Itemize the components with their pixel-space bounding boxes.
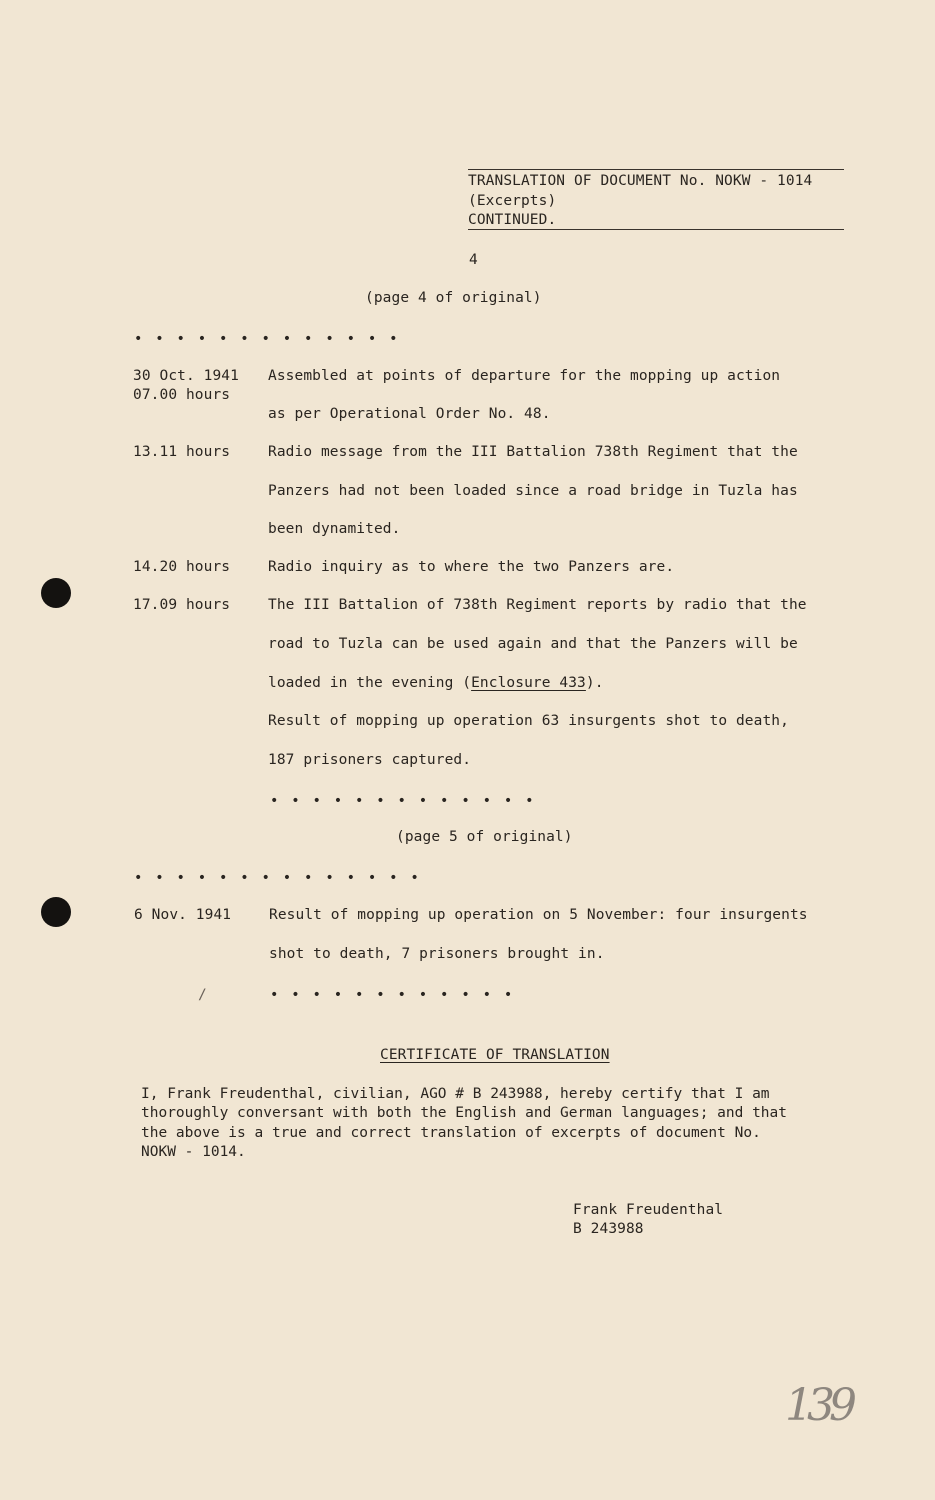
entry-text-line: Assembled at points of departure for the mopping up action — [268, 368, 781, 384]
ellipsis-dots: • • • • • • • • • • • • — [270, 987, 515, 1003]
certificate-line: NOKW - 1014. — [141, 1144, 246, 1160]
certificate-line: I, Frank Freudenthal, civilian, AGO # B 243988, hereby certify that I am — [141, 1086, 770, 1102]
page-note-original-5: (page 5 of original) — [396, 829, 573, 845]
header-bottom-rule — [468, 229, 844, 230]
entry-text-line: Result of mopping up operation on 5 November: four insurgents — [269, 907, 808, 923]
entry-text-line: 187 prisoners captured. — [268, 752, 472, 768]
entry-time: 30 Oct. 1941 — [133, 368, 239, 384]
entry-text-prefix: loaded in the evening ( — [268, 675, 472, 691]
signature-id: B 243988 — [573, 1221, 644, 1237]
entry-time: 14.20 hours — [133, 559, 231, 575]
continued-label: CONTINUED. — [468, 212, 557, 228]
punch-hole — [41, 897, 71, 927]
entry-time: 07.00 hours — [133, 387, 231, 403]
entry-text-line: road to Tuzla can be used again and that the Panzers will be — [268, 636, 798, 652]
punch-hole — [41, 578, 71, 608]
entry-time: 13.11 hours — [133, 444, 231, 460]
entry-text-line: The III Battalion of 738th Regiment reports by radio that the — [268, 597, 807, 613]
enclosure-reference: Enclosure 433 — [471, 675, 586, 691]
entry-text-line: Panzers had not been loaded since a road bridge in Tuzla has — [268, 483, 798, 499]
entry-text-line: Radio message from the III Battalion 738th Regiment that the — [268, 444, 798, 460]
handwritten-folio-number: 139 — [785, 1380, 851, 1431]
entry-text-suffix: ). — [585, 675, 604, 691]
page-note-original-4: (page 4 of original) — [365, 290, 542, 306]
stray-pen-mark: / — [198, 987, 207, 1003]
document-title: TRANSLATION OF DOCUMENT No. NOKW - 1014 — [468, 173, 813, 189]
document-subtitle: (Excerpts) — [468, 193, 557, 209]
page-number: 4 — [469, 252, 478, 268]
entry-time: 17.09 hours — [133, 597, 231, 613]
entry-text-line: Radio inquiry as to where the two Panzers are. — [268, 559, 675, 575]
certificate-line: the above is a true and correct translation of excerpts of document No. — [141, 1125, 761, 1141]
certificate-title: CERTIFICATE OF TRANSLATION — [380, 1047, 610, 1063]
certificate-line: thoroughly conversant with both the English and German languages; and that — [141, 1105, 788, 1121]
entry-text-line: been dynamited. — [268, 521, 401, 537]
header-top-rule — [468, 169, 844, 170]
ellipsis-dots: • • • • • • • • • • • • • — [270, 793, 536, 809]
entry-time: 6 Nov. 1941 — [134, 907, 232, 923]
entry-text-line — [268, 675, 604, 691]
entry-text-line: as per Operational Order No. 48. — [268, 406, 551, 422]
entry-text-line: Result of mopping up operation 63 insurgents shot to death, — [268, 713, 789, 729]
ellipsis-dots: • • • • • • • • • • • • • • — [134, 870, 421, 886]
ellipsis-dots: • • • • • • • • • • • • • — [134, 331, 400, 347]
entry-text-line: shot to death, 7 prisoners brought in. — [269, 946, 605, 962]
signature-name: Frank Freudenthal — [573, 1202, 724, 1218]
